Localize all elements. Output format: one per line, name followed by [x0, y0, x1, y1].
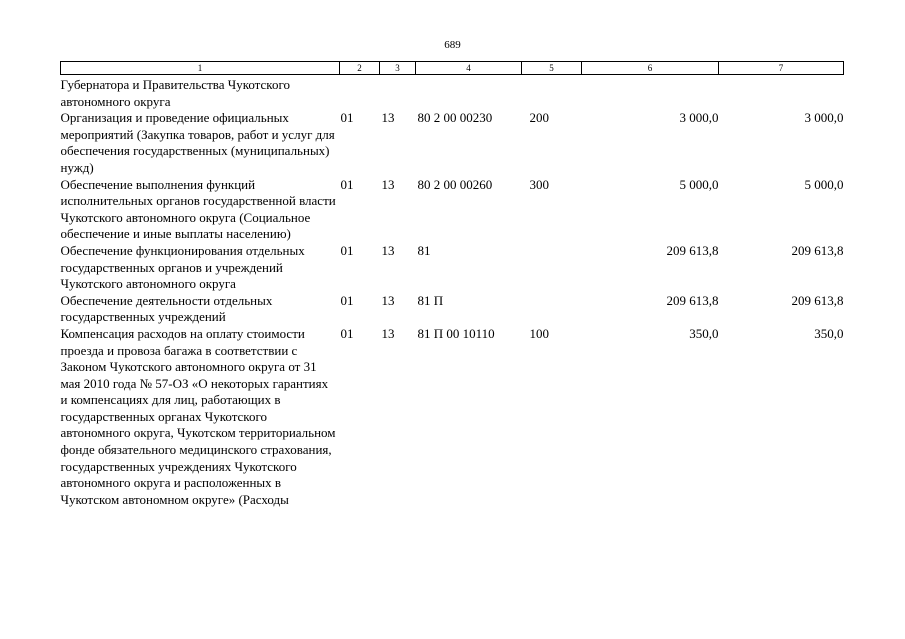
row-expense-type: [522, 293, 582, 326]
column-header-1: 1: [61, 62, 340, 75]
row-amount-1: 209 613,8: [666, 292, 719, 308]
row-section: 01: [340, 242, 354, 258]
table-row: [61, 326, 844, 509]
row-amount-2: 209 613,8: [791, 292, 844, 308]
budget-table: [60, 61, 844, 508]
row-amount-2: 5 000,0: [804, 176, 844, 192]
row-amount-1: 209 613,8: [666, 242, 719, 258]
row-name: Организация и проведение официальных мероприятий (Закупка товаров, работ и услуг для обеспечения государственных (муниципальных) нужд): [60, 110, 335, 175]
row-subsection: 13: [381, 325, 395, 341]
row-subsection: 13: [381, 176, 395, 192]
row-name: Обеспечение деятельности отдельных государственных учреждений: [60, 292, 273, 325]
row-name: Обеспечение выполнения функций исполнительных органов государственной власти Чукотского автономного округа (Социальное обеспечение и иные выплаты населению): [60, 176, 336, 242]
row-expense-type: 100: [529, 325, 549, 341]
row-subsection: 13: [381, 242, 395, 258]
row-target-article: 80 2 00 00230: [417, 110, 493, 126]
column-header-2: 2: [340, 62, 380, 75]
row-section: 01: [340, 110, 354, 126]
row-amount-2: 3 000,0: [804, 110, 844, 126]
row-amount-1: 3 000,0: [679, 110, 719, 126]
row-amount-2: [719, 75, 844, 111]
row-target-article: 81 П 00 10110: [417, 325, 495, 341]
table-row: [61, 75, 844, 111]
row-name: Компенсация расходов на оплату стоимости проезда и провоза багажа в соответствии с Законом Чукотского автономного округа от 31 мая 2010 года № 57-ОЗ «О некоторых гарантиях и компенсациях для лиц, работающих в государственных органах Чукотского автономного округа, Чукотском территориальном фонде обязательного медицинского страхования, государственных учреждениях Чукотского автономного округа и расположенных в Чукотском автономном округе» (Расходы: [60, 325, 336, 507]
row-amount-1: [582, 75, 719, 111]
row-section: 01: [340, 176, 354, 192]
row-amount-2: 209 613,8: [791, 242, 844, 258]
column-header-6: 6: [582, 62, 719, 75]
row-subsection: 13: [381, 110, 395, 126]
table-row: [61, 110, 844, 176]
row-amount-2: 350,0: [814, 325, 844, 341]
row-name: Губернатора и Правительства Чукотского автономного округа: [60, 77, 290, 109]
row-target-article: 80 2 00 00260: [417, 176, 493, 192]
column-header-5: 5: [522, 62, 582, 75]
row-expense-type: 200: [529, 110, 549, 126]
column-header-4: 4: [416, 62, 522, 75]
table-row: [61, 243, 844, 293]
table-header-row: [61, 62, 844, 75]
row-target-article: 81 П: [417, 292, 444, 308]
page-number: 689: [444, 39, 461, 51]
table-row: [61, 293, 844, 326]
row-target-article: [416, 75, 522, 111]
column-header-3: 3: [380, 62, 416, 75]
row-section: 01: [340, 325, 354, 341]
table-row: [61, 177, 844, 243]
row-expense-type: [522, 243, 582, 293]
row-section: 01: [340, 292, 354, 308]
row-amount-1: 5 000,0: [679, 176, 719, 192]
row-expense-type: 300: [529, 176, 549, 192]
row-expense-type: [522, 75, 582, 111]
row-amount-1: 350,0: [689, 325, 719, 341]
column-header-7: 7: [719, 62, 844, 75]
row-section: [340, 75, 380, 111]
row-name: Обеспечение функционирования отдельных государственных органов и учреждений Чукотского автономного округа: [60, 242, 305, 292]
row-subsection: 13: [381, 292, 395, 308]
row-subsection: [380, 75, 416, 111]
row-target-article: 81: [417, 242, 431, 258]
